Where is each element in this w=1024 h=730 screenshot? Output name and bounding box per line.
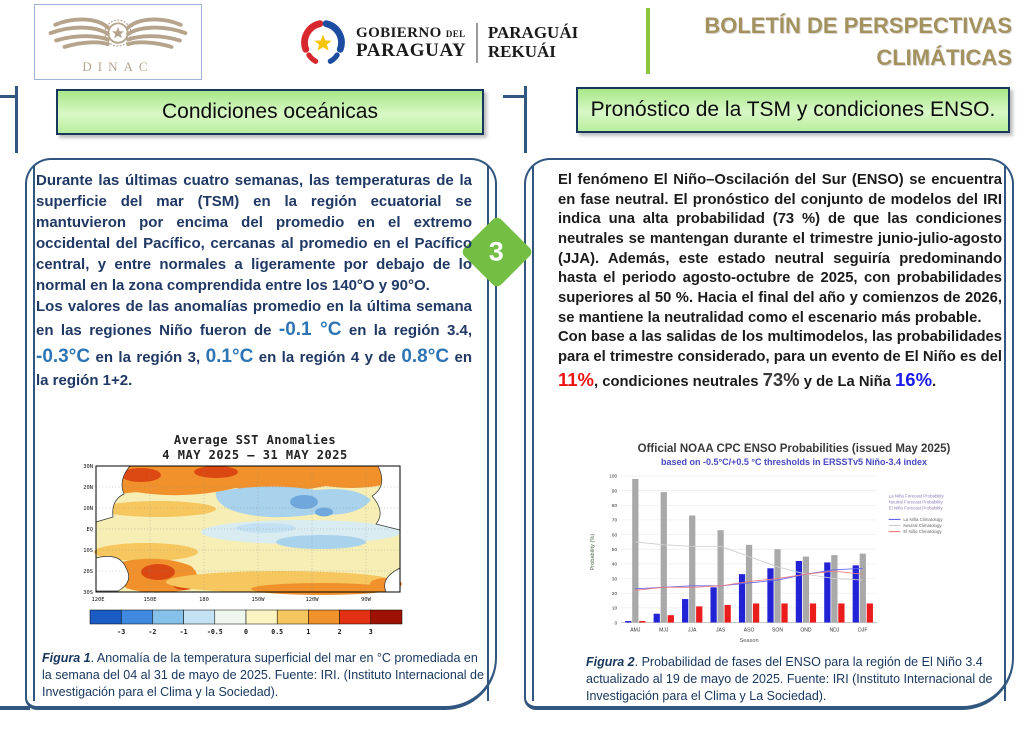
legend-climatology-entry: El Niño Climatology — [903, 529, 942, 535]
x-axis-label: Season — [739, 638, 759, 645]
x-tick-label: SON — [772, 627, 783, 634]
legend-forecast-entry: La Niña Forecast Probability — [888, 493, 944, 499]
lat-tick-label: 10N — [83, 506, 93, 512]
page-number-diamond: 3 — [460, 215, 534, 289]
lat-tick-label: EQ — [86, 527, 93, 533]
neutral-probability: 73% — [762, 368, 800, 390]
y-tick-label: 30 — [611, 577, 618, 583]
x-tick-label: ASO — [743, 627, 755, 634]
figure2-subtitle: based on -0.5°C/+0.5 °C thresholds in ERSSTv5 Niño-3.4 index — [660, 457, 927, 467]
enso-bar — [860, 554, 866, 623]
enso-bar — [632, 479, 638, 623]
legend-climatology-entry: Neutral Climatology — [903, 522, 942, 528]
colorbar-tick-label: 2 — [337, 628, 342, 636]
anomaly-value-4: 0.1°C — [205, 345, 254, 367]
colorbar-cell — [277, 610, 308, 624]
colorbar-tick-label: -1 — [179, 628, 188, 636]
map-colorbar — [90, 610, 402, 636]
legend-forecast-entry: Neutral Forecast Probability — [888, 499, 943, 505]
legend-climatology-entry: La Niña Climatology — [903, 516, 943, 522]
bulletin-title: BOLETÍN DE PERSPECTIVAS CLIMÁTICAS — [704, 13, 1012, 70]
x-tick-label: NDJ — [829, 627, 840, 634]
colorbar-cell — [90, 610, 121, 624]
x-tick-label: MJJ — [659, 627, 669, 634]
left-connector-line — [15, 86, 18, 153]
colorbar-cell — [152, 610, 183, 624]
enso-bar — [682, 599, 688, 622]
colorbar-tick-label: -2 — [148, 628, 157, 636]
enso-bar — [810, 603, 816, 622]
y-tick-label: 100 — [609, 474, 618, 480]
figure1-title: Average SST Anomalies 4 MAY 2025 – 31 MAY 2025 — [162, 433, 348, 462]
y-tick-label: 10 — [611, 606, 618, 612]
enso-bar — [689, 516, 695, 623]
right-connector-line — [503, 95, 526, 98]
gov-paraguay-logo — [300, 16, 578, 70]
lat-tick-label: 30N — [83, 464, 93, 470]
enso-bar — [867, 603, 873, 622]
colorbar-cell — [308, 610, 339, 624]
lon-tick-label: 120W — [305, 597, 319, 603]
enso-bar — [668, 615, 674, 622]
enso-bar — [767, 568, 773, 622]
colorbar-cell — [121, 610, 152, 624]
lat-tick-label: 20N — [83, 485, 93, 491]
enso-bar — [639, 621, 645, 622]
flag-emblem-icon — [300, 20, 346, 66]
enso-bar — [718, 530, 724, 622]
enso-bar — [753, 603, 759, 622]
x-tick-label: AMJ — [630, 627, 641, 634]
enso-bar — [781, 603, 787, 622]
colorbar-tick-label: 1 — [306, 628, 311, 636]
y-tick-label: 50 — [611, 548, 618, 554]
figure1-caption: Figura 1. Anomalía de la temperatura superficial del mar en °C promediada en la semana del 04 al 31 de mayo de 2025. Fuente: IRI. (Instituto Internacional de Investigación para el Clima y la Sociedad). — [42, 651, 484, 699]
gov-del: DEL — [445, 28, 466, 39]
x-tick-label: JJA — [687, 627, 697, 634]
y-tick-label: 60 — [611, 533, 618, 539]
colorbar-cell — [340, 610, 371, 624]
star-icon — [112, 27, 124, 38]
dinac-wings-icon — [43, 10, 193, 58]
enso-bar — [831, 555, 837, 622]
sst-anomaly-map — [66, 462, 438, 645]
colorbar-tick-label: 3 — [368, 628, 373, 636]
enso-bar — [696, 606, 702, 622]
enso-bar — [803, 557, 809, 623]
lat-tick-label: 30S — [83, 590, 93, 596]
y-tick-label: 20 — [611, 591, 618, 597]
enso-bar — [625, 621, 631, 622]
enso-probability-chart — [584, 468, 1004, 656]
y-tick-label: 90 — [611, 489, 618, 495]
enso-bar — [710, 587, 716, 622]
right-connector-line — [524, 86, 527, 153]
y-axis-label: Probability (%) — [589, 533, 596, 571]
enso-text — [558, 171, 1002, 392]
lat-tick-label: 10S — [83, 548, 93, 554]
enso-bar — [796, 561, 802, 623]
header-green-divider — [646, 8, 650, 74]
lat-tick-label: 20S — [83, 569, 93, 575]
gov-divider — [476, 23, 478, 63]
anomaly-value-12: 0.8°C — [401, 345, 450, 367]
legend-forecast-entry: El Niño Forecast Probability — [888, 505, 943, 511]
elnino-probability: 11% — [558, 368, 595, 390]
y-tick-label: 70 — [611, 518, 618, 524]
x-tick-label: JAS — [715, 627, 726, 634]
lon-tick-label: 150E — [143, 597, 157, 603]
colorbar-cell — [246, 610, 277, 624]
enso-bar — [661, 492, 667, 622]
section-title-enso: Pronóstico de la TSM y condiciones ENSO. — [576, 87, 1010, 133]
gov-line1: GOBIERNO — [356, 24, 442, 41]
colorbar-tick-label: 0 — [244, 628, 248, 636]
gov-guarani: PARAGUÁI REKUÁI — [487, 23, 579, 61]
gov-line2: PARAGUAY — [356, 39, 467, 61]
enso-bar — [739, 574, 745, 622]
x-tick-label: DJF — [858, 627, 868, 634]
y-tick-label: 40 — [611, 562, 618, 568]
star-icon — [314, 35, 331, 51]
paragraph: Durante las últimas cuatro semanas, las temperaturas de la superficie del mar (TSM) en la región ecuatorial se mantuvieron por encima del promedio en el extremo occidental del Pacífico, cercanas al promedio en el Pacífico central, y entre normales a ligeramente por debajo de lo normal en la zona comprendida entre los 140°O y 90°O. — [36, 172, 472, 294]
colorbar-tick-label: 0.5 — [271, 628, 284, 636]
figure2-header — [582, 443, 1006, 467]
bottom-rule — [0, 706, 30, 710]
enso-bar — [654, 614, 660, 623]
oceanic-text — [36, 170, 472, 391]
enso-bar — [725, 605, 731, 623]
lon-tick-label: 150W — [251, 597, 265, 603]
lon-tick-label: 120E — [91, 597, 105, 603]
y-tick-label: 80 — [611, 504, 618, 510]
x-tick-label: OND — [800, 627, 812, 634]
lon-tick-label: 90W — [361, 597, 371, 603]
paragraph: Con base a las salidas de los multimodelos, las probabilidades para el trimestre considerado, para un evento de El Niño es del 11%, condiciones neutrales 73% y de La Niña 16%. — [558, 329, 1002, 390]
dinac-logo — [34, 4, 202, 80]
paragraph: El fenómeno El Niño–Oscilación del Sur (ENSO) se encuentra en fase neutral. El pronóstico del conjunto de modelos del IRI indica una alta probabilidad (73 %) de que las condiciones neutrales se mantengan durante el trimestre junio-julio-agosto (JJA). Además, este estado neutral seguiría predominando hasta el periodo agosto-octubre de 2025, con probabilidades superiores al 50 %. Hacia el final del año y comienzos de 2026, se mantiene la neutralidad como el escenario más probable. — [558, 172, 1002, 326]
anomaly-value-34: -0.1 °C — [278, 319, 342, 340]
anomaly-value-3: -0.3°C — [36, 345, 91, 367]
dinac-label: DINAC — [82, 58, 154, 74]
figure2-title: Official NOAA CPC ENSO Probabilities (issued May 2025) — [637, 443, 951, 455]
enso-bar — [774, 549, 780, 622]
colorbar-cell — [215, 610, 246, 624]
enso-bar — [838, 603, 844, 622]
lanina-probability: 16% — [895, 368, 933, 390]
section-title-oceanic: Condiciones oceánicas — [56, 89, 484, 135]
colorbar-tick-label: -3 — [117, 628, 126, 636]
left-connector-line — [0, 95, 16, 98]
gov-wordmark — [356, 26, 466, 61]
paragraph: Los valores de las anomalías promedio en la última semana en las regiones Niño fueron de -0.1 °C en la región 3.4, -0.3°C en la región 3, 0.1°C en la región 4 y de 0.8°C en la región 1+2. — [36, 298, 473, 390]
y-tick-label: 0 — [614, 621, 618, 627]
colorbar-cell — [371, 610, 402, 624]
colorbar-cell — [184, 610, 215, 624]
colorbar-tick-label: -0.5 — [206, 628, 223, 636]
lon-tick-label: 180 — [199, 597, 209, 603]
figure2-caption: Figura 2. Probabilidad de fases del ENSO para la región de El Niño 3.4 actualizado al 19 de mayo de 2025. Fuente: IRI (Instituto Internacional de Investigación para el Clima y La Sociedad). — [586, 655, 993, 703]
